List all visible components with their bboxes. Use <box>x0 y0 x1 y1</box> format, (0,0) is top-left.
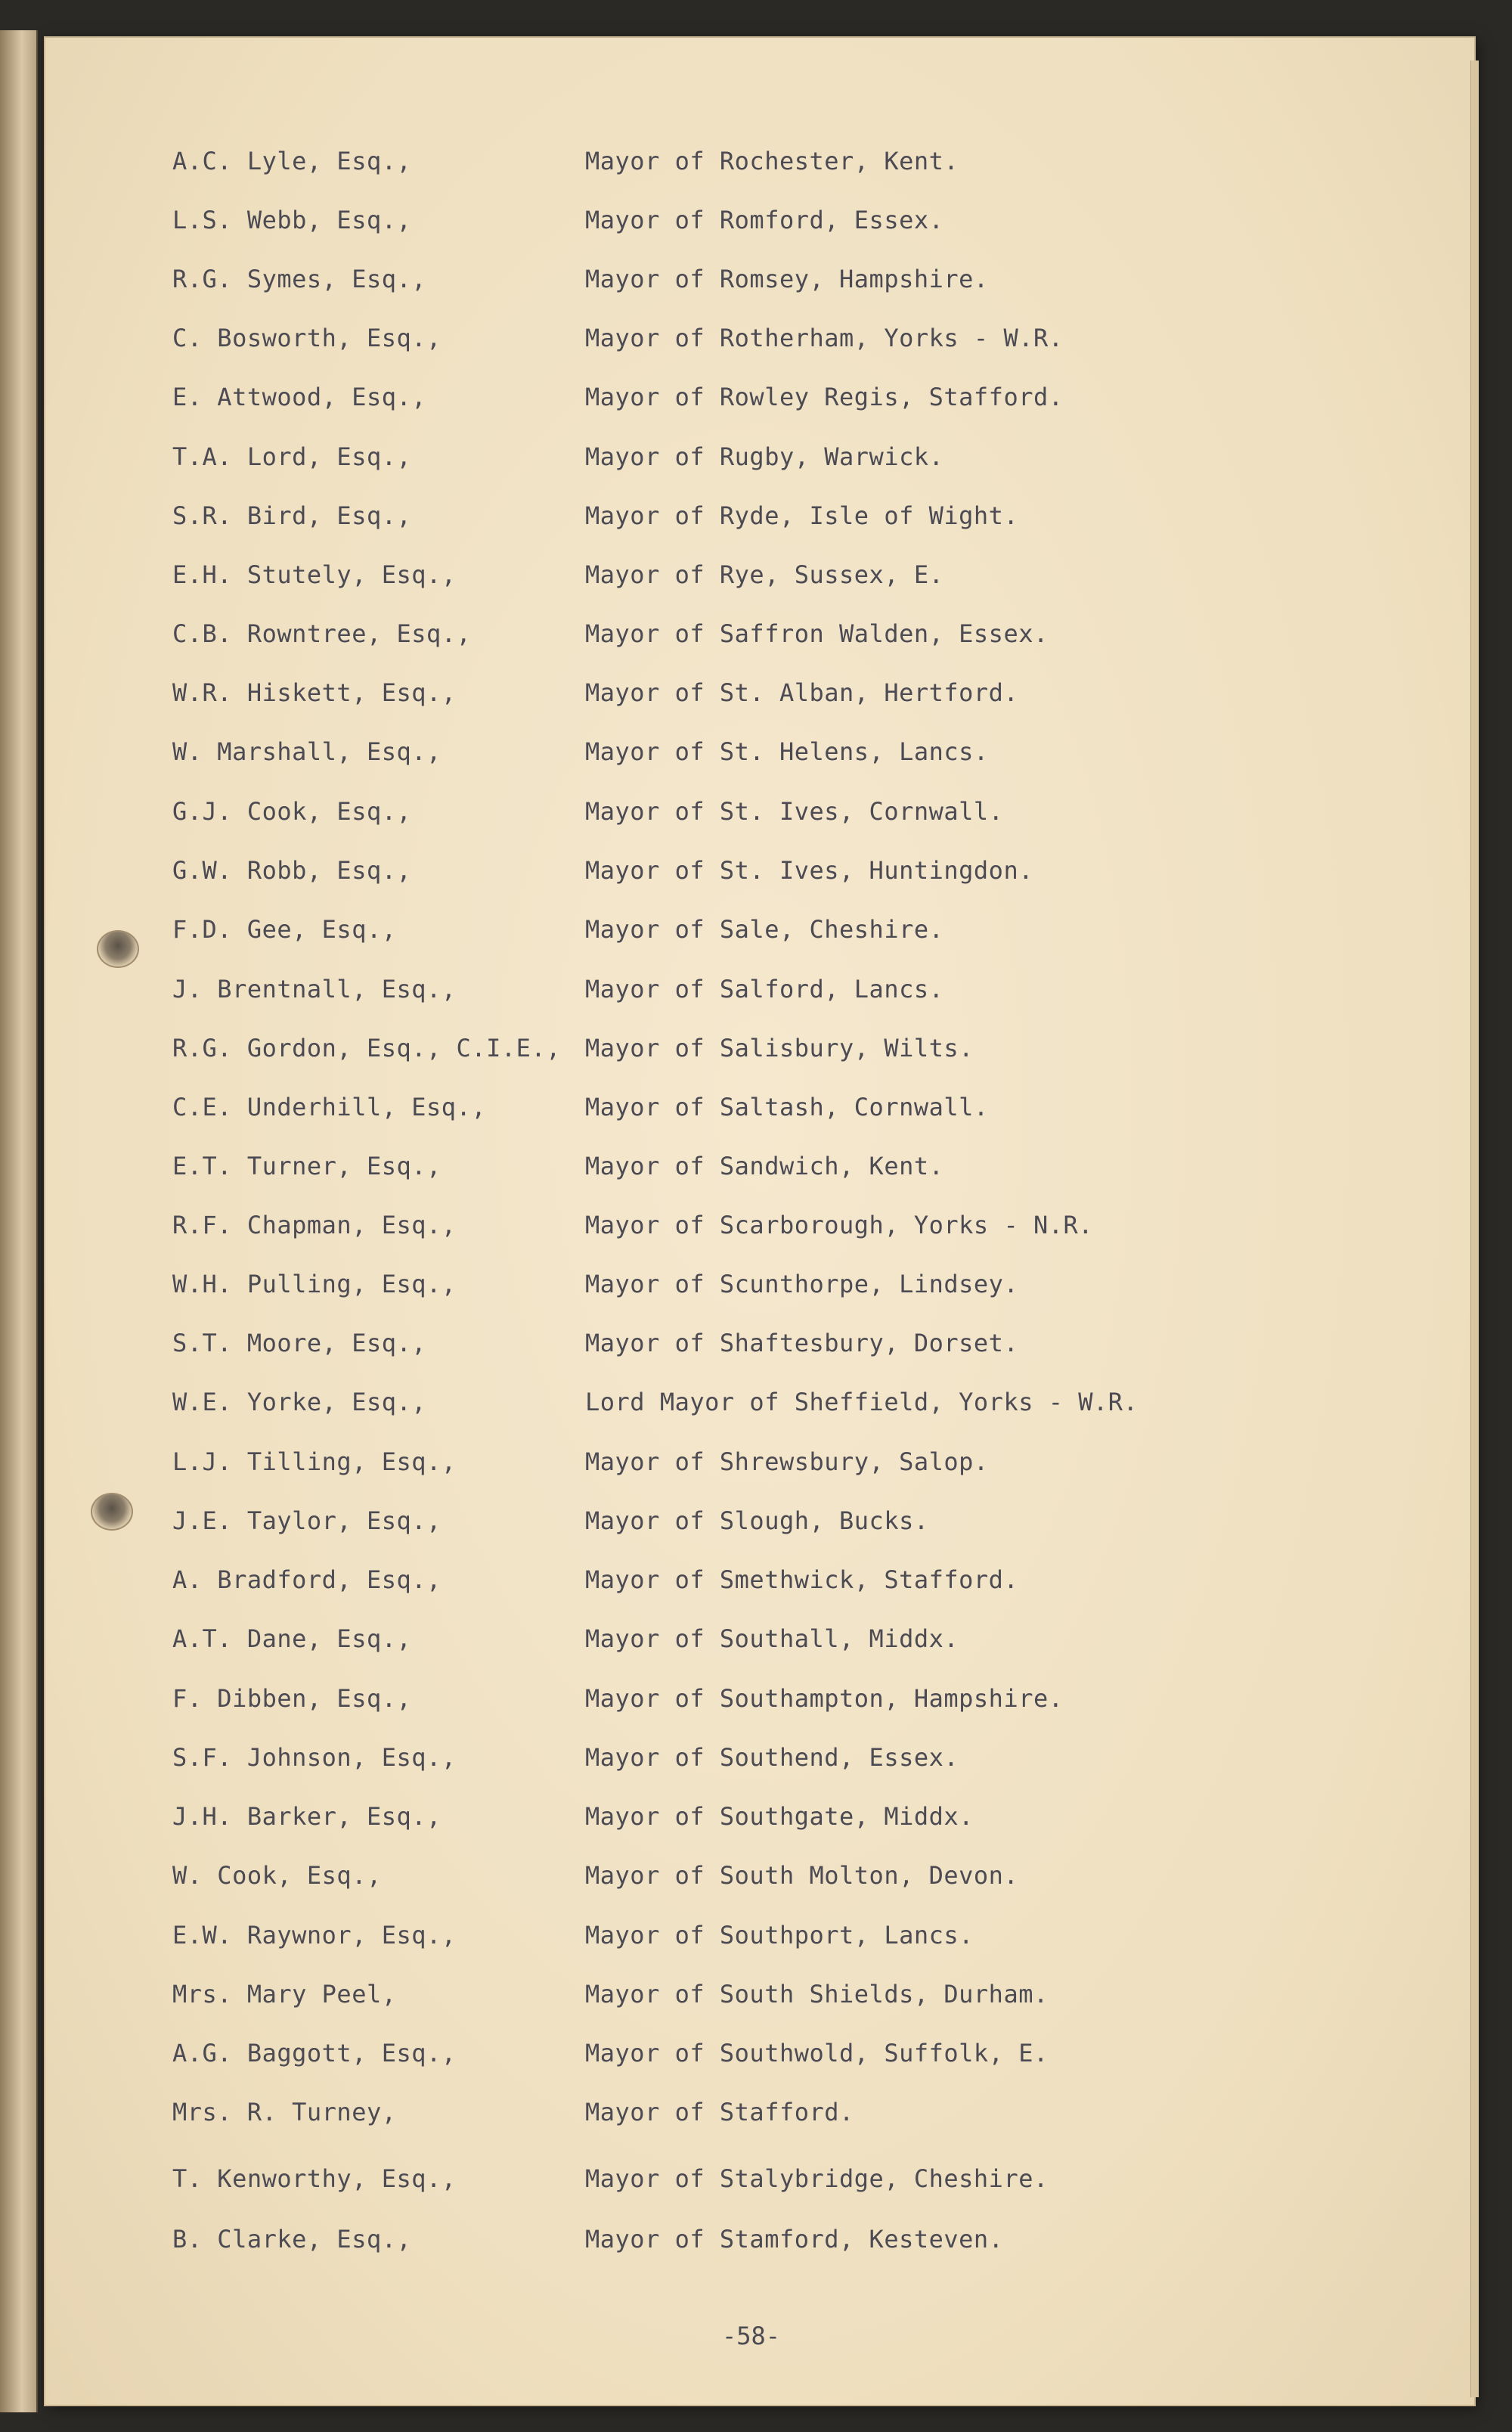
person-name: A. Bradford, Esq., <box>172 1565 442 1594</box>
office-title: Mayor of Romsey, Hampshire. <box>585 265 989 293</box>
list-item <box>45 1565 1474 1611</box>
office-title: Mayor of Southwold, Suffolk, E. <box>585 2039 1049 2068</box>
list-item <box>45 1152 1474 1197</box>
person-name: W. Cook, Esq., <box>172 1861 382 1890</box>
person-name: E.H. Stutely, Esq., <box>172 560 457 589</box>
person-name: F.D. Gee, Esq., <box>172 915 397 944</box>
person-name: S.R. Bird, Esq., <box>172 501 412 530</box>
list-item <box>45 1861 1474 1906</box>
office-title: Mayor of Saffron Walden, Essex. <box>585 619 1049 648</box>
person-name: J. Brentnall, Esq., <box>172 975 457 1004</box>
office-title: Mayor of Southend, Essex. <box>585 1743 959 1772</box>
list-item <box>45 1624 1474 1670</box>
list-item <box>45 1506 1474 1552</box>
person-name: A.T. Dane, Esq., <box>172 1624 412 1653</box>
list-item <box>45 2164 1474 2210</box>
office-title: Mayor of Scunthorpe, Lindsey. <box>585 1270 1019 1298</box>
person-name: R.G. Symes, Esq., <box>172 265 427 293</box>
office-title: Mayor of St. Alban, Hertford. <box>585 678 1019 707</box>
list-item <box>45 1802 1474 1847</box>
office-title: Mayor of Stamford, Kesteven. <box>585 2225 1004 2254</box>
person-name: E.W. Raywnor, Esq., <box>172 1921 457 1950</box>
office-title: Mayor of Rowley Regis, Stafford. <box>585 383 1064 411</box>
person-name: W.H. Pulling, Esq., <box>172 1270 457 1298</box>
office-title: Mayor of Romford, Essex. <box>585 206 944 234</box>
office-title: Mayor of Smethwick, Stafford. <box>585 1565 1019 1594</box>
list-item <box>45 1211 1474 1256</box>
list-item <box>45 442 1474 488</box>
person-name: G.W. Robb, Esq., <box>172 856 412 885</box>
list-item <box>45 324 1474 369</box>
office-title: Mayor of Sandwich, Kent. <box>585 1152 944 1180</box>
person-name: S.T. Moore, Esq., <box>172 1329 427 1357</box>
list-item <box>45 383 1474 428</box>
list-item <box>45 856 1474 901</box>
person-name: E. Attwood, Esq., <box>172 383 427 411</box>
person-name: J.H. Barker, Esq., <box>172 1802 442 1831</box>
person-name: C.E. Underhill, Esq., <box>172 1093 487 1121</box>
office-title: Mayor of Rugby, Warwick. <box>585 442 944 471</box>
list-item <box>45 560 1474 606</box>
list-item <box>45 501 1474 547</box>
list-item <box>45 1388 1474 1433</box>
person-name: L.J. Tilling, Esq., <box>172 1447 457 1476</box>
person-name: T. Kenworthy, Esq., <box>172 2164 457 2193</box>
office-title: Mayor of Shrewsbury, Salop. <box>585 1447 989 1476</box>
list-item <box>45 1921 1474 1966</box>
office-title: Mayor of Salford, Lancs. <box>585 975 944 1004</box>
list-item <box>45 975 1474 1020</box>
office-title: Mayor of Southport, Lancs. <box>585 1921 974 1950</box>
document-page <box>45 38 1474 2405</box>
list-item <box>45 1743 1474 1788</box>
left-page-edge <box>0 30 38 2412</box>
page-number: -58- <box>722 2322 781 2350</box>
office-title: Mayor of Shaftesbury, Dorset. <box>585 1329 1019 1357</box>
list-item <box>45 1980 1474 2025</box>
office-title: Mayor of Slough, Bucks. <box>585 1506 929 1535</box>
list-item <box>45 2039 1474 2084</box>
person-name: A.C. Lyle, Esq., <box>172 147 412 175</box>
list-item <box>45 1093 1474 1138</box>
office-title: Mayor of Stafford. <box>585 2098 854 2126</box>
list-item <box>45 619 1474 665</box>
office-title: Mayor of Southampton, Hampshire. <box>585 1684 1064 1713</box>
office-title: Mayor of St. Ives, Huntingdon. <box>585 856 1033 885</box>
office-title: Mayor of St. Ives, Cornwall. <box>585 797 1004 826</box>
person-name: Mrs. Mary Peel, <box>172 1980 397 2009</box>
person-name: W.E. Yorke, Esq., <box>172 1388 427 1416</box>
person-name: R.G. Gordon, Esq., C.I.E., <box>172 1034 561 1062</box>
person-name: E.T. Turner, Esq., <box>172 1152 442 1180</box>
office-title: Mayor of Scarborough, Yorks - N.R. <box>585 1211 1094 1239</box>
person-name: T.A. Lord, Esq., <box>172 442 412 471</box>
office-title: Mayor of Salisbury, Wilts. <box>585 1034 974 1062</box>
office-title: Mayor of Sale, Cheshire. <box>585 915 944 944</box>
office-title: Mayor of Rye, Sussex, E. <box>585 560 944 589</box>
office-title: Mayor of St. Helens, Lancs. <box>585 737 989 766</box>
person-name: C.B. Rowntree, Esq., <box>172 619 472 648</box>
office-title: Mayor of Saltash, Cornwall. <box>585 1093 989 1121</box>
person-name: G.J. Cook, Esq., <box>172 797 412 826</box>
person-name: Mrs. R. Turney, <box>172 2098 397 2126</box>
list-item <box>45 265 1474 310</box>
person-name: S.F. Johnson, Esq., <box>172 1743 457 1772</box>
office-title: Mayor of Stalybridge, Cheshire. <box>585 2164 1049 2193</box>
person-name: A.G. Baggott, Esq., <box>172 2039 457 2068</box>
person-name: L.S. Webb, Esq., <box>172 206 412 234</box>
list-item <box>45 2225 1474 2270</box>
list-item <box>45 737 1474 783</box>
office-title: Mayor of Rochester, Kent. <box>585 147 959 175</box>
person-name: B. Clarke, Esq., <box>172 2225 412 2254</box>
person-name: F. Dibben, Esq., <box>172 1684 412 1713</box>
office-title: Mayor of Ryde, Isle of Wight. <box>585 501 1019 530</box>
list-item <box>45 1034 1474 1079</box>
office-title: Mayor of South Shields, Durham. <box>585 1980 1049 2009</box>
office-title: Mayor of Rotherham, Yorks - W.R. <box>585 324 1064 352</box>
office-title: Mayor of Southall, Middx. <box>585 1624 959 1653</box>
list-item <box>45 206 1474 251</box>
list-item <box>45 1447 1474 1493</box>
list-item <box>45 915 1474 960</box>
right-page-edge <box>1470 60 1479 2397</box>
list-item <box>45 2098 1474 2143</box>
office-title: Lord Mayor of Sheffield, Yorks - W.R. <box>585 1388 1139 1416</box>
list-item <box>45 1684 1474 1729</box>
person-name: J.E. Taylor, Esq., <box>172 1506 442 1535</box>
office-title: Mayor of South Molton, Devon. <box>585 1861 1019 1890</box>
list-item <box>45 678 1474 724</box>
person-name: W. Marshall, Esq., <box>172 737 442 766</box>
list-item <box>45 147 1474 192</box>
list-item <box>45 1270 1474 1315</box>
office-title: Mayor of Southgate, Middx. <box>585 1802 974 1831</box>
person-name: R.F. Chapman, Esq., <box>172 1211 457 1239</box>
person-name: C. Bosworth, Esq., <box>172 324 442 352</box>
list-item <box>45 1329 1474 1374</box>
list-item <box>45 797 1474 842</box>
person-name: W.R. Hiskett, Esq., <box>172 678 457 707</box>
